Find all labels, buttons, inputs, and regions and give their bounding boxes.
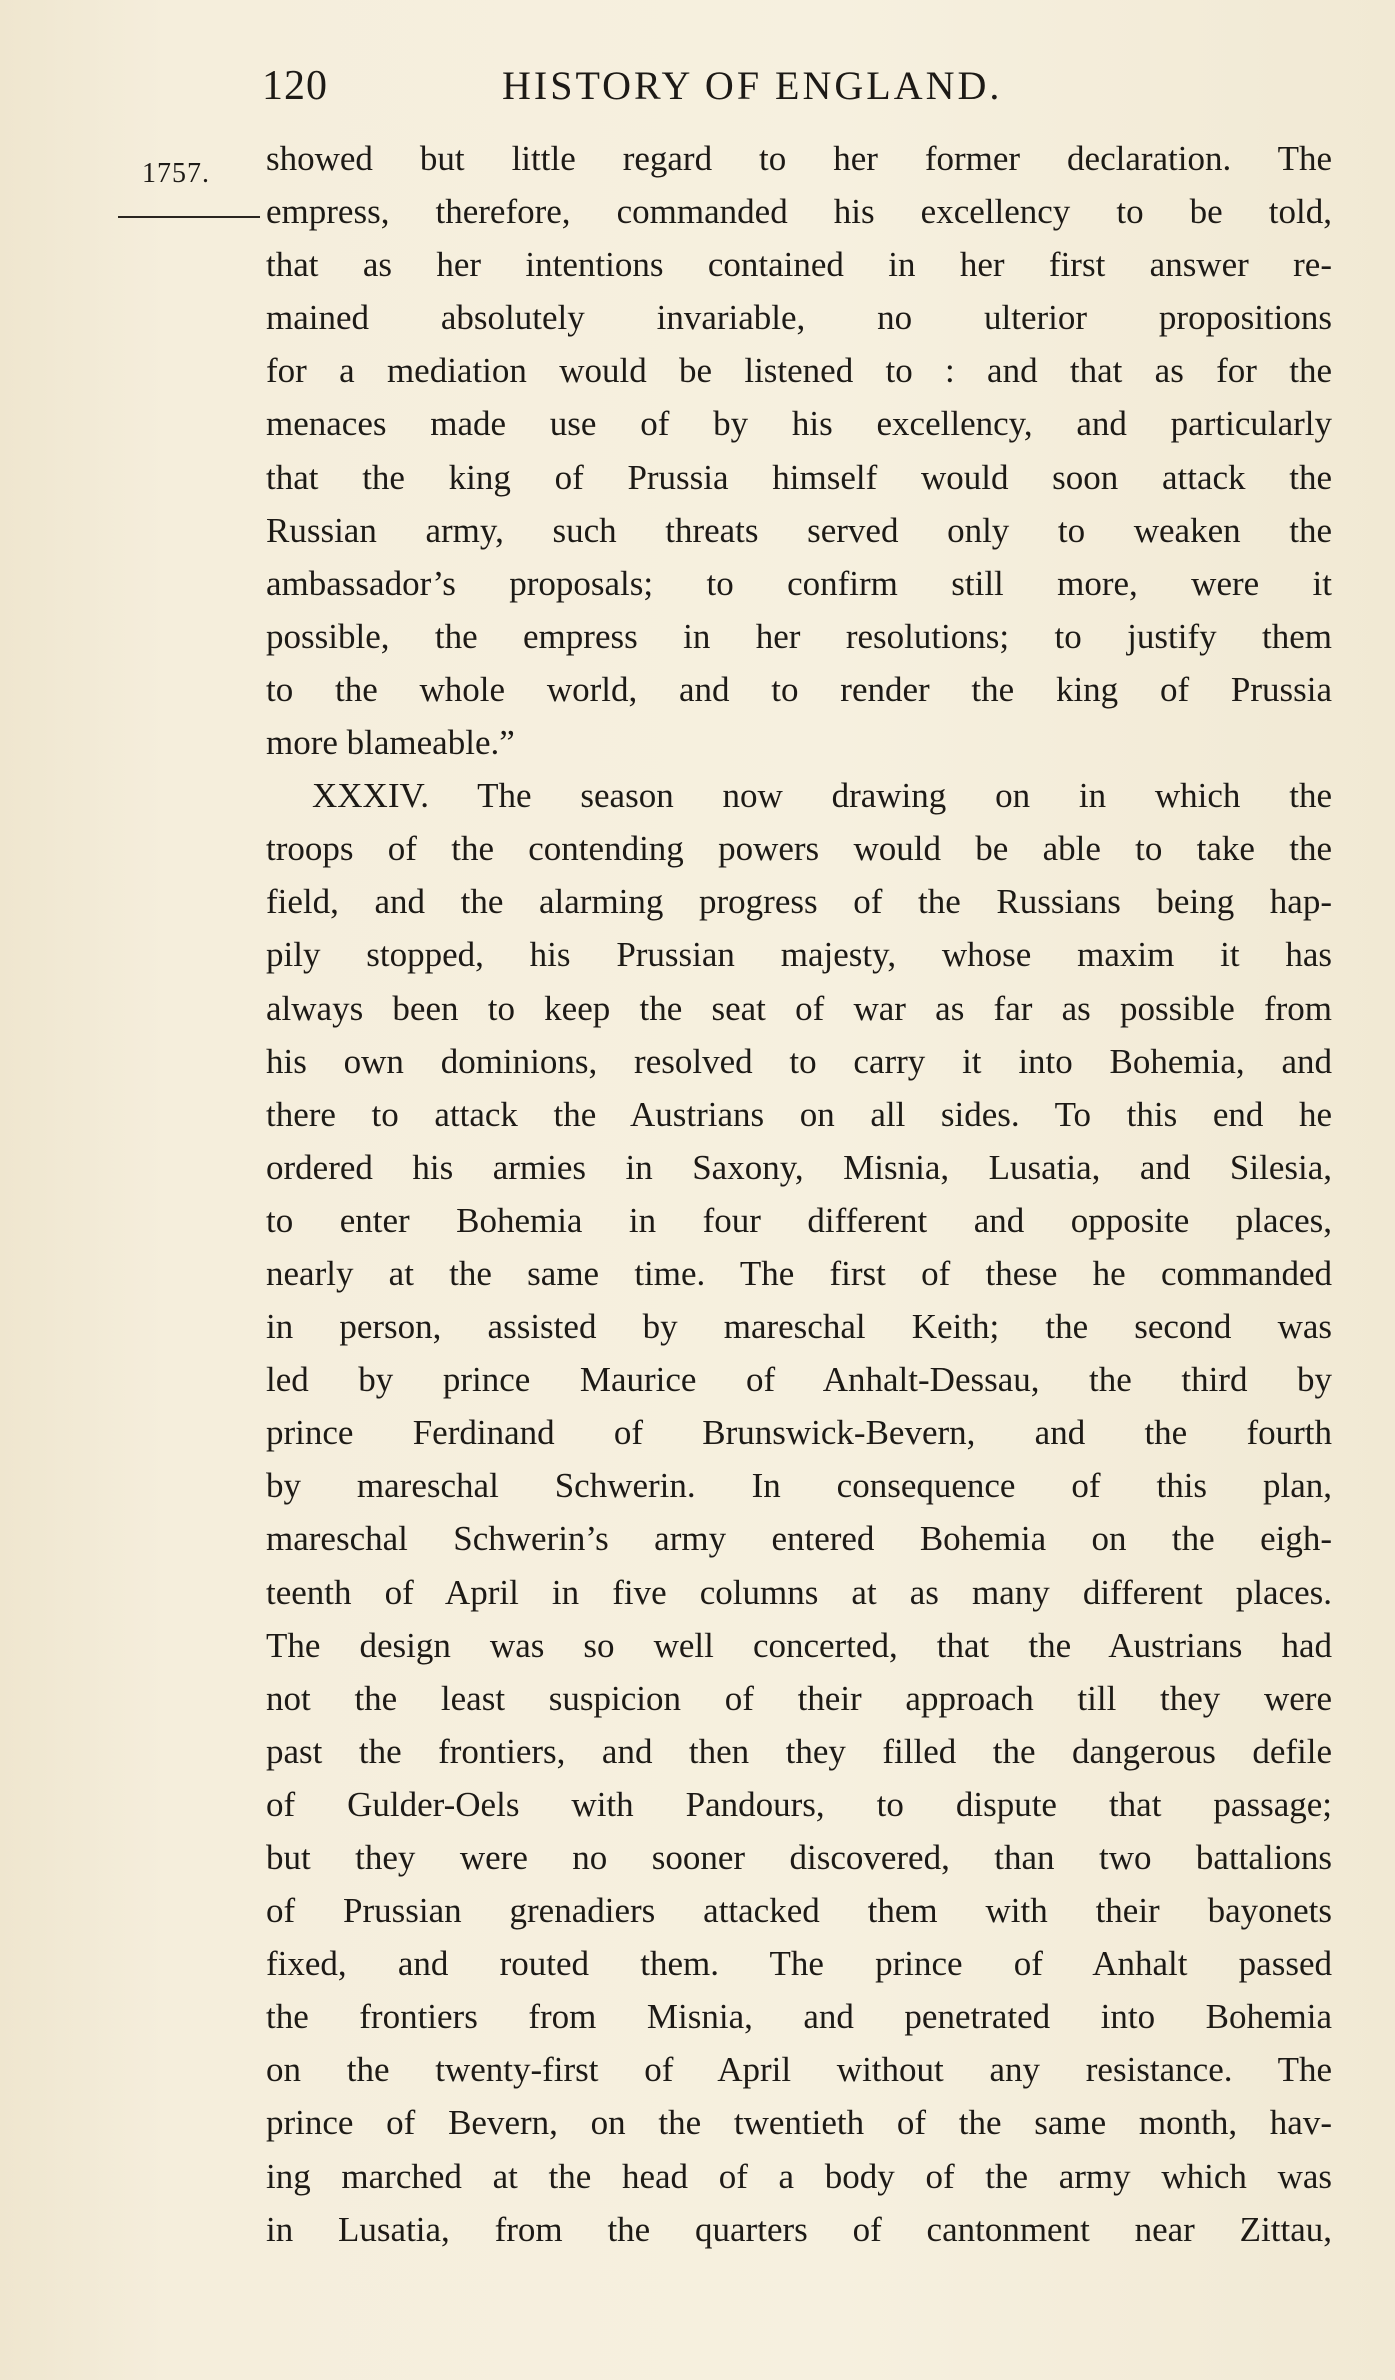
text-line: troops of the contending powers would be able to take the (266, 829, 1332, 869)
text-line: teenth of April in five columns at as many different places. (266, 1572, 1332, 1612)
text-line: possible, the empress in her resolutions; to justify them (266, 616, 1332, 656)
page-number: 120 (262, 63, 328, 109)
text-line: for a mediation would be listened to : and that as for the (266, 351, 1332, 391)
text-line: on the twenty-first of April without any resistance. The (266, 2050, 1332, 2090)
text-line: in Lusatia, from the quarters of cantonment near Zittau, (266, 2209, 1332, 2249)
margin-year-note: 1757. (142, 158, 210, 189)
text-line: there to attack the Austrians on all sides. To this end he (266, 1094, 1332, 1134)
text-line: past the frontiers, and then they filled the dangerous defile (266, 1731, 1332, 1771)
text-line: to enter Bohemia in four different and opposite places, (266, 1200, 1332, 1240)
text-line: led by prince Maurice of Anhalt-Dessau, the third by (266, 1360, 1332, 1400)
text-line: always been to keep the seat of war as far as possible from (266, 988, 1332, 1028)
text-line: of Gulder-Oels with Pandours, to dispute that passage; (266, 1784, 1332, 1824)
text-line: empress, therefore, commanded his excellency to be told, (266, 192, 1332, 232)
text-line: menaces made use of by his excellency, and particularly (266, 404, 1332, 444)
text-line: in person, assisted by mareschal Keith; the second was (266, 1307, 1332, 1347)
text-line: The design was so well concerted, that the Austrians had (266, 1625, 1332, 1665)
text-line: mained absolutely invariable, no ulterior propositions (266, 298, 1332, 338)
text-line: not the least suspicion of their approach till they were (266, 1678, 1332, 1718)
body-text (266, 132, 1332, 2256)
text-line: that the king of Prussia himself would soon attack the (266, 457, 1332, 497)
text-line: of Prussian grenadiers attacked them with their bayonets (266, 1891, 1332, 1931)
text-line: mareschal Schwerin’s army entered Bohemia on the eigh- (266, 1519, 1332, 1559)
text-line: showed but little regard to her former declaration. The (266, 139, 1332, 178)
text-line: pily stopped, his Prussian majesty, whose maxim it has (266, 935, 1332, 975)
text-line: to the whole world, and to render the king of Prussia (266, 669, 1332, 709)
text-line: prince Ferdinand of Brunswick-Bevern, and the fourth (266, 1413, 1332, 1453)
text-line: prince of Bevern, on the twentieth of the same month, hav- (266, 2103, 1332, 2143)
text-line: Russian army, such threats served only to weaken the (266, 510, 1332, 550)
page-header (262, 62, 1122, 122)
running-title: HISTORY OF ENGLAND. (502, 63, 1003, 108)
text-line: ambassador’s proposals; to confirm still more, were it (266, 563, 1332, 603)
section-heading-line: XXXIV. The season now drawing on in which the (312, 776, 1332, 816)
text-line: the frontiers from Misnia, and penetrated into Bohemia (266, 1997, 1332, 2037)
text-line: ing marched at the head of a body of the army which was (266, 2156, 1332, 2196)
text-line: nearly at the same time. The first of these he commanded (266, 1253, 1332, 1293)
margin-rule (118, 216, 260, 218)
text-line: field, and the alarming progress of the Russians being hap- (266, 882, 1332, 922)
text-line: fixed, and routed them. The prince of Anhalt passed (266, 1944, 1332, 1984)
text-line: ordered his armies in Saxony, Misnia, Lusatia, and Silesia, (266, 1147, 1332, 1187)
text-line: but they were no sooner discovered, than two battalions (266, 1838, 1332, 1877)
text-line: by mareschal Schwerin. In consequence of this plan, (266, 1466, 1332, 1506)
text-line: that as her intentions contained in her first answer re- (266, 245, 1332, 285)
text-line: more blameable.” (266, 723, 515, 763)
text-line: his own dominions, resolved to carry it into Bohemia, and (266, 1041, 1332, 1081)
